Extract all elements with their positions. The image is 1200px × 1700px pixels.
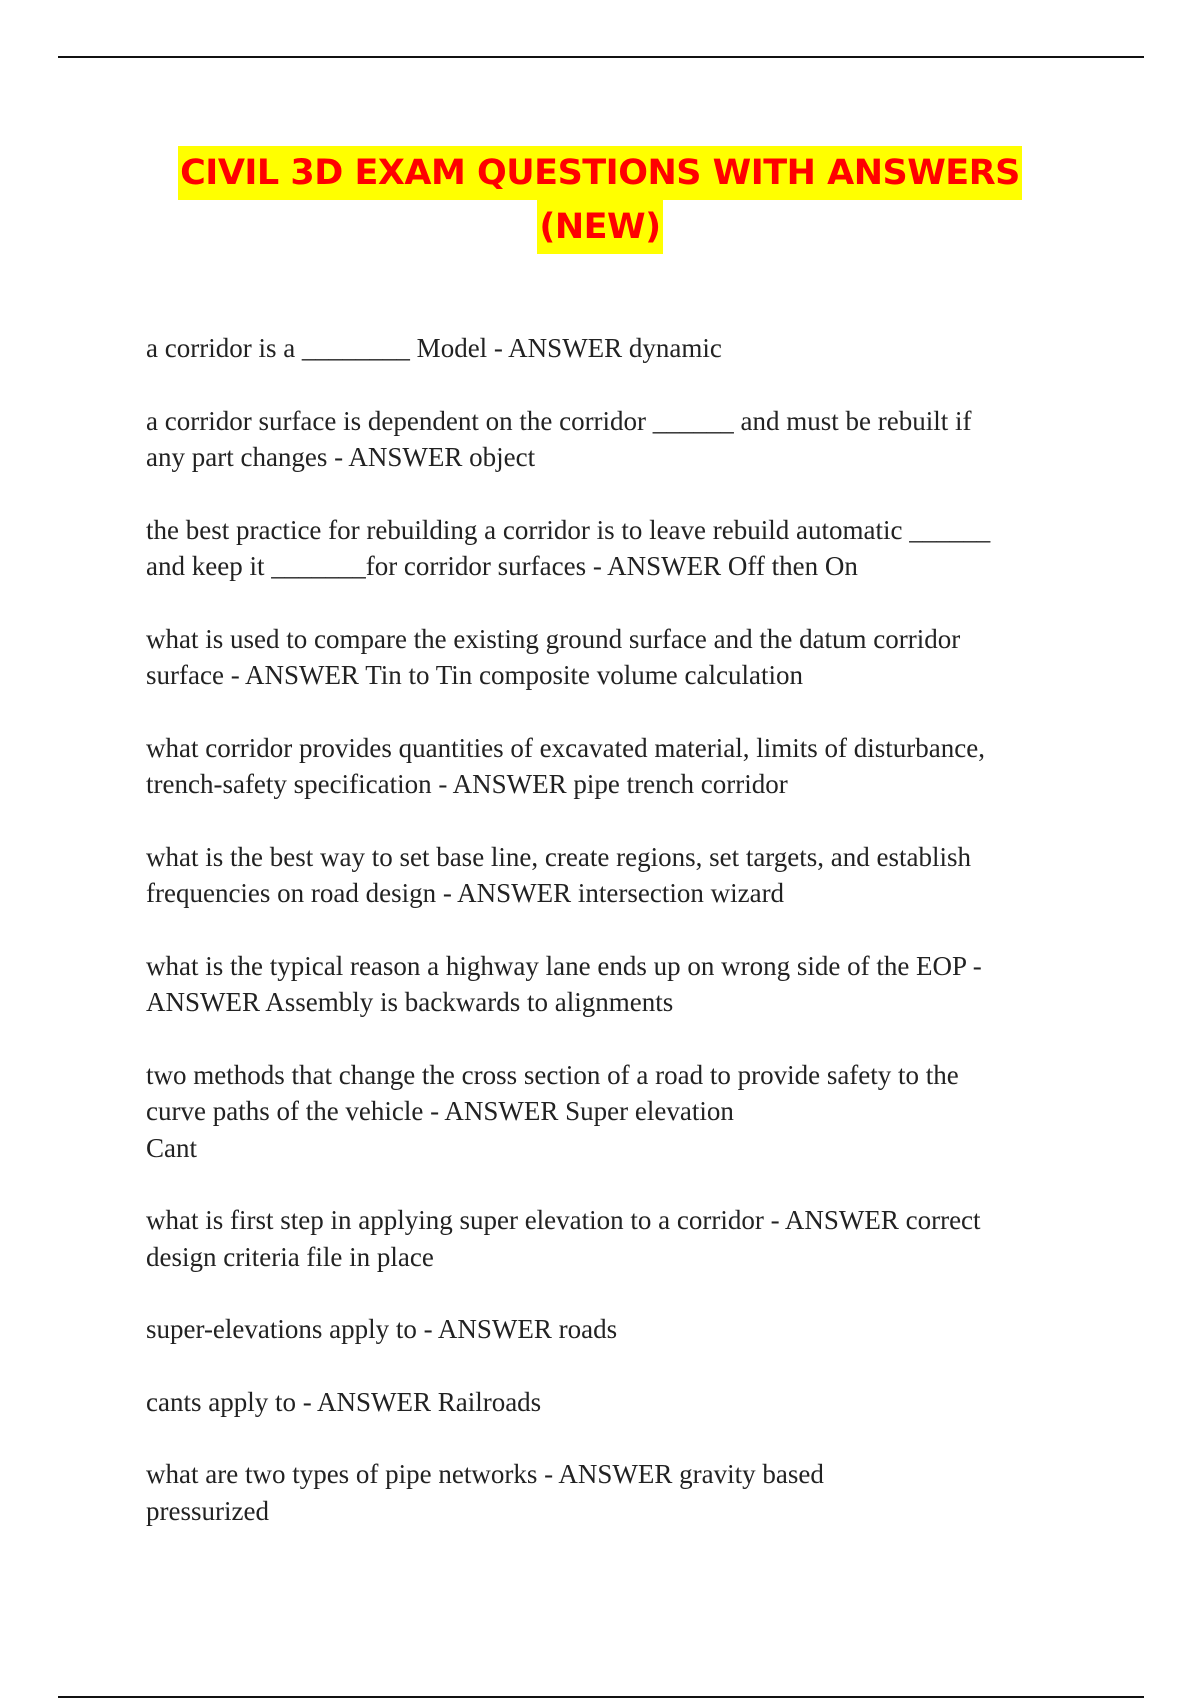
title-line-2-wrap [0, 200, 1200, 254]
qa-item-6: what is the best way to set base line, create regions, set targets, and establish frequencies on road design - ANSWER intersection wizard [146, 841, 972, 908]
qa-item-12: what are two types of pipe networks - ANSWER gravity based pressurized [146, 1459, 824, 1526]
title-line-1-wrap [0, 146, 1200, 200]
qa-item-11: cants apply to - ANSWER Railroads [146, 1386, 542, 1417]
bottom-rule [58, 1696, 1144, 1698]
qa-item-9: what is first step in applying super elevation to a corridor - ANSWER correct design criteria file in place [146, 1205, 981, 1272]
top-rule [58, 56, 1144, 58]
qa-item-7: what is the typical reason a highway lane ends up on wrong side of the EOP - ANSWER Assembly is backwards to alignments [146, 950, 982, 1017]
qa-item-5: what corridor provides quantities of excavated material, limits of disturbance, trench-safety specification - ANSWER pipe trench corridor [146, 732, 985, 799]
qa-item-4: what is used to compare the existing ground surface and the datum corridor surface - ANSWER Tin to Tin composite volume calculation [146, 623, 961, 690]
title-line-1: CIVIL 3D EXAM QUESTIONS WITH ANSWERS [178, 146, 1022, 200]
qa-item-8: two methods that change the cross section of a road to provide safety to the curve paths of the vehicle - ANSWER Super elevation Cant [146, 1059, 959, 1163]
qa-item-2: a corridor surface is dependent on the corridor ______ and must be rebuilt if any part changes - ANSWER object [146, 405, 972, 472]
title-line-2: (NEW) [537, 200, 662, 254]
qa-item-10: super-elevations apply to - ANSWER roads [146, 1314, 618, 1344]
qa-item-1: a corridor is a ________ Model - ANSWER dynamic [146, 333, 722, 363]
document-title [0, 146, 1200, 254]
qa-item-3: the best practice for rebuilding a corridor is to leave rebuild automatic ______ and keep it _______for corridor surfaces - ANSWER Off then On [146, 514, 991, 581]
qa-list [146, 330, 1046, 1565]
